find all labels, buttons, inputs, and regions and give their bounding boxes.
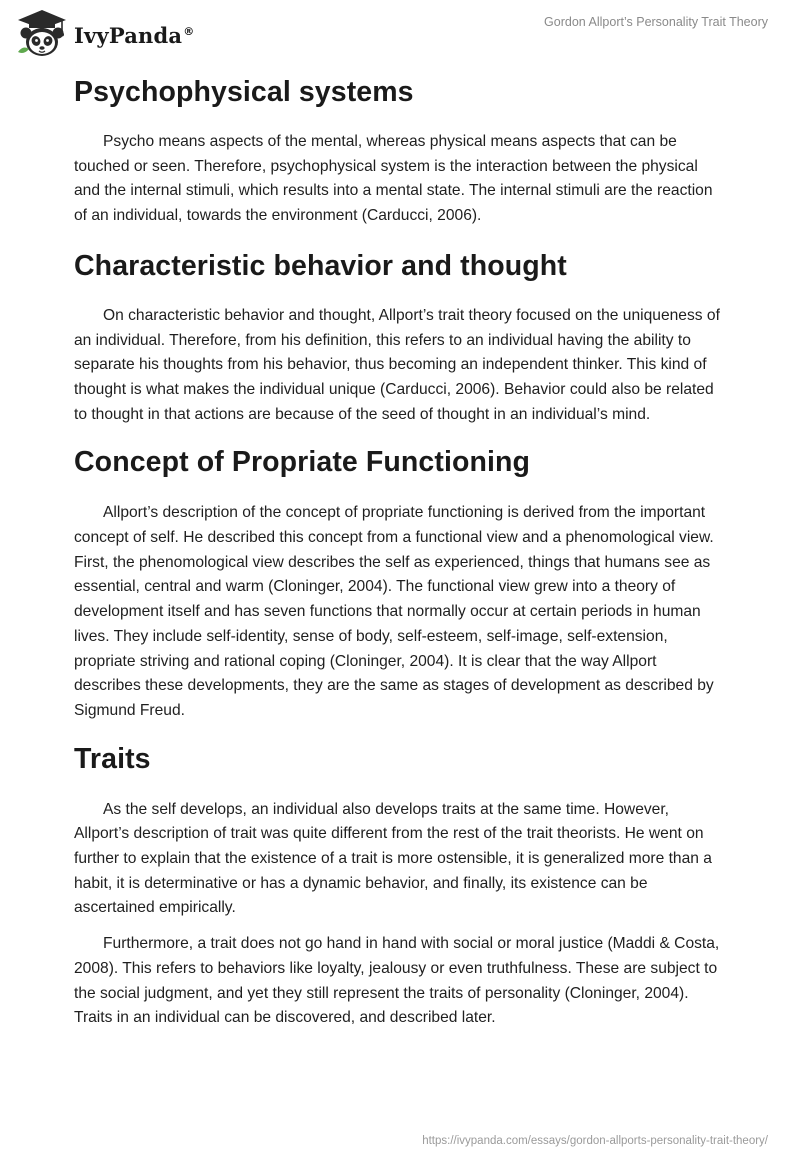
page-header: [0, 0, 800, 70]
document-title: Gordon Allport’s Personality Trait Theory: [544, 15, 768, 29]
paragraph: On characteristic behavior and thought, Allport’s trait theory focused on the uniqueness of an individual. Therefore, from his definition, this refers to an individual having the ability to separate his thoughts from his behavior, thus becoming an independent thinker. This kind of thought is what makes the individual unique (Carducci, 2006). Behavior could also be related to thought in that actions are because of the seed of thought in an individual’s mind.: [74, 306, 720, 423]
paragraph: As the self develops, an individual also develops traits at the same time. However, Allport’s description of trait was quite different from the rest of the trait theorists. He went on further to explain that the existence of a trait is more ostensible, it is generalized more than a habit, it is determinative or has a dynamic behavior, and finally, its existence can be ascertained empirically.: [74, 800, 712, 917]
paragraph: Psycho means aspects of the mental, whereas physical means aspects that can be touched or seen. Therefore, psychophysical system is the interaction between the physical and the internal stimuli, which results into a mental state. The internal stimuli are the reaction of an individual, towards the environment (Carducci, 2006).: [74, 133, 713, 225]
essay-body: [74, 74, 724, 1031]
paragraph: Furthermore, a trait does not go hand in hand with social or moral justice (Maddi & Costa, 2008). This refers to behaviors like loyalty, jealousy or even truthfulness. These are subject to the social judgment, and yet they still represent the traits of personality (Cloninger, 2004). Traits in an individual can be discovered, and described later.: [74, 935, 720, 1027]
ivypanda-logo[interactable]: [14, 8, 194, 58]
section-heading: Traits: [74, 742, 151, 775]
panda-graduate-icon: [14, 8, 70, 58]
source-url-link[interactable]: https://ivypanda.com/essays/gordon-allports-personality-trait-theory/: [422, 1135, 768, 1147]
section-heading: Characteristic behavior and thought: [74, 249, 567, 282]
section-heading: Concept of Propriate Functioning: [74, 446, 531, 479]
paragraph: Allport’s description of the concept of propriate functioning is derived from the important concept of self. He described this concept from a functional view and a phenomological view. First, the phenomological view describes the self as experienced, things that humans see as essential, central and warm (Cloninger, 2004). The functional view grew into a theory of development itself and has seven functions that normally occur at certain periods in human lives. They include self-identity, sense of body, self-esteem, self-image, self-extension, propriate striving and rational coping (Cloninger, 2004). It is clear that the way Allport describes these developments, they are the same as stages of development as described by Sigmund Freud.: [74, 504, 714, 719]
registered-mark: ®: [183, 24, 195, 38]
logo-wordmark: IvyPanda®: [74, 22, 195, 48]
section-heading: Psychophysical systems: [74, 76, 414, 108]
